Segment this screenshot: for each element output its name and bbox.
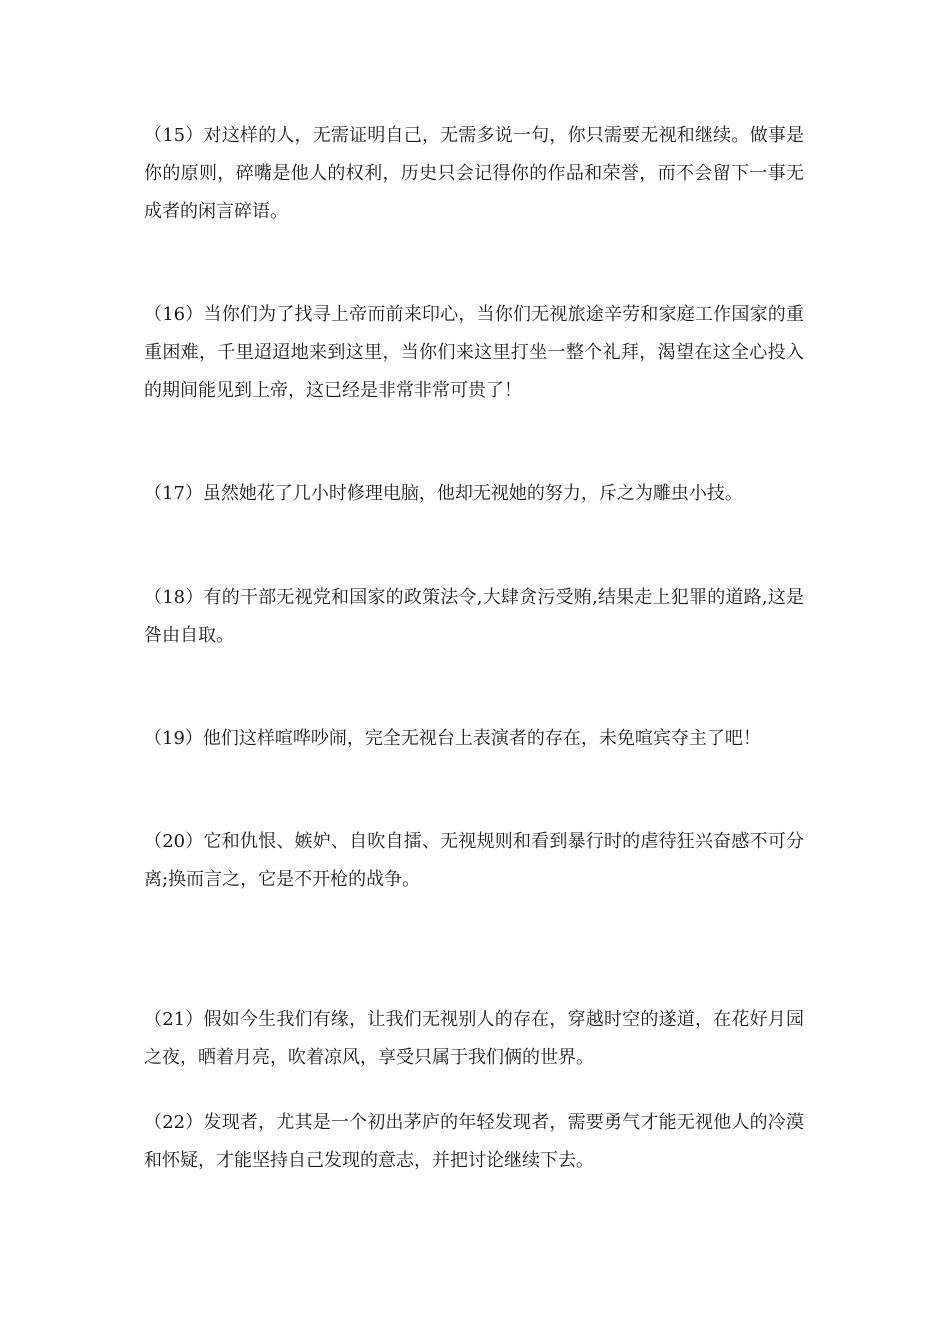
paragraph-15: （15）对这样的人，无需证明自己，无需多说一句，你只需要无视和继续。做事是你的原则，碎嘴是他人的权利，历史只会记得你的作品和荣誉，而不会留下一事无成者的闲言碎语。 (144, 125, 804, 222)
paragraph-16: （16）当你们为了找寻上帝而前来印心，当你们无视旅途辛劳和家庭工作国家的重重困难，千里迢迢地来到这里，当你们来这里打坐一整个礼拜，渴望在这全心投入的期间能见到上帝，这已经是非常非常可贵了！ (144, 304, 804, 401)
paragraph-17: （17）虽然她花了几小时修理电脑，他却无视她的努力，斥之为雕虫小技。 (144, 483, 743, 504)
paragraph-19: （19）他们这样喧哗吵闹，完全无视台上表演者的存在，未免喧宾夺主了吧！ (144, 728, 761, 749)
paragraph-20: （20）它和仇恨、嫉妒、自吹自擂、无视规则和看到暴行时的虐待狂兴奋感不可分离;换而言之，它是不开枪的战争。 (144, 831, 804, 890)
paragraph-21: （21）假如今生我们有缘，让我们无视别人的存在，穿越时空的遂道，在花好月园之夜，晒着月亮，吹着凉风，享受只属于我们俩的世界。 (144, 1009, 804, 1068)
paragraph-18: （18）有的干部无视党和国家的政策法令,大肆贪污受贿,结果走上犯罪的道路,这是咎由自取。 (144, 587, 804, 646)
paragraph-22: （22）发现者，尤其是一个初出茅庐的年轻发现者，需要勇气才能无视他人的冷漠和怀疑，才能坚持自己发现的意志，并把讨论继续下去。 (144, 1112, 804, 1171)
